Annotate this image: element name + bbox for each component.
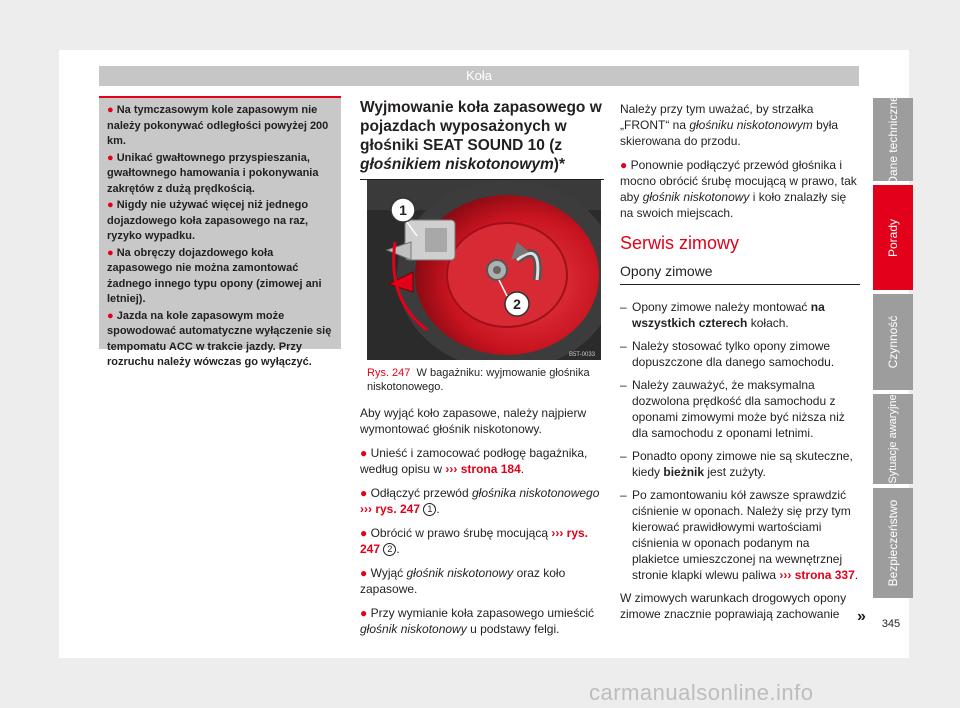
bullet-icon: ● xyxy=(107,104,114,116)
side-tab-label: Sytuacje awaryjne xyxy=(887,394,899,484)
bullet-icon: ● xyxy=(360,526,368,540)
side-tab-label: Porady xyxy=(886,218,900,257)
heading-opony-zimowe: Opony zimowe xyxy=(620,263,713,279)
dash-marker: – xyxy=(620,378,627,392)
continue-marker: » xyxy=(857,608,866,625)
section-heading-block xyxy=(360,98,604,180)
bullet-icon: ● xyxy=(620,158,628,172)
step-5: ● Przy wymianie koła zapasowego umieścić głośnik niskotonowy u podstawy felgi. xyxy=(360,606,595,636)
callout-1-label: 1 xyxy=(399,202,407,218)
bullet-icon: ● xyxy=(360,486,368,500)
warning-list xyxy=(99,96,341,371)
warning-item: ● Unikać gwałtownego przyspieszania, gwałtownego hamowania i pokonywania zakrętów z dużą prędkością. xyxy=(107,151,319,195)
side-tab-label: Czynność xyxy=(886,315,900,369)
side-tab-czynnosc[interactable] xyxy=(873,294,913,390)
watermark: carmanualsonline.info xyxy=(589,680,814,705)
paragraph-winter-conditions: W zimowych warunkach drogowych opony zimowe znacznie poprawiają zachowanie xyxy=(620,591,847,621)
figure-caption: Rys. 247 W bagażniku: wyjmowanie głośnika niskotonowego. xyxy=(367,367,590,393)
page-header xyxy=(99,66,859,86)
header-title: Koła xyxy=(465,68,493,83)
bullet-icon: ● xyxy=(360,566,368,580)
side-tab-label: Bezpieczeństwo xyxy=(886,499,900,587)
intro-paragraph: Aby wyjąć koło zapasowe, należy najpierw wymontować głośnik niskotonowy. xyxy=(360,406,587,436)
bullet-icon: ● xyxy=(107,309,114,322)
link-fig-247[interactable]: ››› rys. 247 xyxy=(360,526,589,556)
dash-marker: – xyxy=(620,339,627,353)
figure-trunk-subwoofer xyxy=(367,180,601,360)
list-item: – Po zamontowaniu kół zawsze sprawdzić ciśnienie w oponach. Należy się przy tym kierować prawidłowymi wartościami ciśnienia w oponach podanym na plakietce umieszczonej na wewnętrznej stronie klapki wlewu paliwa ››› strona 337. xyxy=(620,488,859,582)
warning-box xyxy=(99,96,341,368)
step-3: ● Obrócić w prawo śrubę mocującą ››› rys. 247 2 . xyxy=(360,526,589,556)
subheading-divider xyxy=(620,284,860,285)
step-1: ● Unieść i zamocować podłogę bagażnika, według opisu w ››› strona 184. xyxy=(360,446,588,476)
bullet-icon: ● xyxy=(360,446,368,460)
heading-serwis-zimowy: Serwis zimowy xyxy=(620,233,740,253)
warning-item: ● Na obręczy dojazdowego koła zapasowego nie można zamontować żadnego innego typu opony (zimowej ani letniej). xyxy=(107,246,322,305)
step-4: ● Wyjąć głośnik niskotonowy oraz koło zapasowe. xyxy=(360,566,566,596)
link-page-184[interactable]: ››› strona 184 xyxy=(445,462,521,476)
warning-item: ● Nigdy nie używać więcej niż jednego dojazdowego koła zapasowego na raz, ryzyko wypadku. xyxy=(107,199,309,242)
paragraph-reconnect: ● Ponownie podłączyć przewód głośnika i mocno obrócić śrubę mocującą w prawo, tak aby głośnik niskotonowy i koło znalazły się na swoich miejscach. xyxy=(620,158,857,220)
list-item: – Należy zauważyć, że maksymalna dozwolona prędkość dla samochodu z oponami zimowymi może być niższa niż dla samochodu z oponami letnimi. xyxy=(620,378,845,440)
callout-number: 2 xyxy=(383,543,396,556)
list-item: – Należy stosować tylko opony zimowe dopuszczone dla danego samochodu. xyxy=(620,339,835,369)
link-page-337[interactable]: ››› strona 337 xyxy=(779,568,855,582)
list-item: – Ponadto opony zimowe nie są skuteczne, kiedy bieżnik jest zużyty. xyxy=(620,449,853,479)
trunk-illustration xyxy=(367,180,601,360)
page-number: 345 xyxy=(881,618,901,630)
paragraph-front-arrow: Należy przy tym uważać, by strzałka „FRONT“ na głośniku niskotonowym była skierowana do przodu. xyxy=(620,102,839,148)
dash-marker: – xyxy=(620,300,627,314)
side-tab-label: Dane techniczne xyxy=(886,94,900,185)
list-item: – Opony zimowe należy montować na wszystkich czterech kołach. xyxy=(620,300,825,330)
side-tab-porady[interactable] xyxy=(873,185,913,290)
column-2-body xyxy=(360,405,605,645)
bullet-icon: ● xyxy=(107,199,114,211)
figure-ref: Rys. 247 xyxy=(367,367,411,379)
warning-item: ● Jazda na kole zapasowym może spowodować automatyczne wyłączenie się tempomatu ACC w trakcie jazdy. Przy rozruchu należy wówczas go wyłączyć. xyxy=(107,309,332,368)
section-title: Wyjmowanie koła zapasowego w pojazdach wyposażonych w głośniki SEAT SOUND 10 (z głośnikiem niskotonowym)* xyxy=(360,99,602,173)
winter-tyre-list xyxy=(620,299,860,583)
side-tab-bezpieczenstwo[interactable] xyxy=(873,488,913,598)
bullet-icon: ● xyxy=(107,151,114,164)
bullet-icon: ● xyxy=(107,246,114,259)
side-tab-sytuacje-awaryjne[interactable] xyxy=(873,394,913,484)
side-tab-dane-techniczne[interactable] xyxy=(873,94,913,185)
warning-stripe xyxy=(99,96,341,98)
warning-item: ● Na tymczasowym kole zapasowym nie należy pokonywać odległości powyżej 200 km. xyxy=(107,104,329,147)
step-2: ● Odłączyć przewód głośnika niskotonowego ››› rys. 247 1 . xyxy=(360,486,600,516)
bullet-icon: ● xyxy=(360,606,368,620)
column-3-body xyxy=(620,101,860,630)
figure-code: B5T-0033 xyxy=(568,352,595,358)
callout-2-label: 2 xyxy=(513,296,521,312)
callout-number: 1 xyxy=(423,503,436,516)
dash-marker: – xyxy=(620,449,627,463)
dash-marker: – xyxy=(620,488,627,502)
link-fig-247[interactable]: ››› rys. 247 xyxy=(360,502,421,516)
